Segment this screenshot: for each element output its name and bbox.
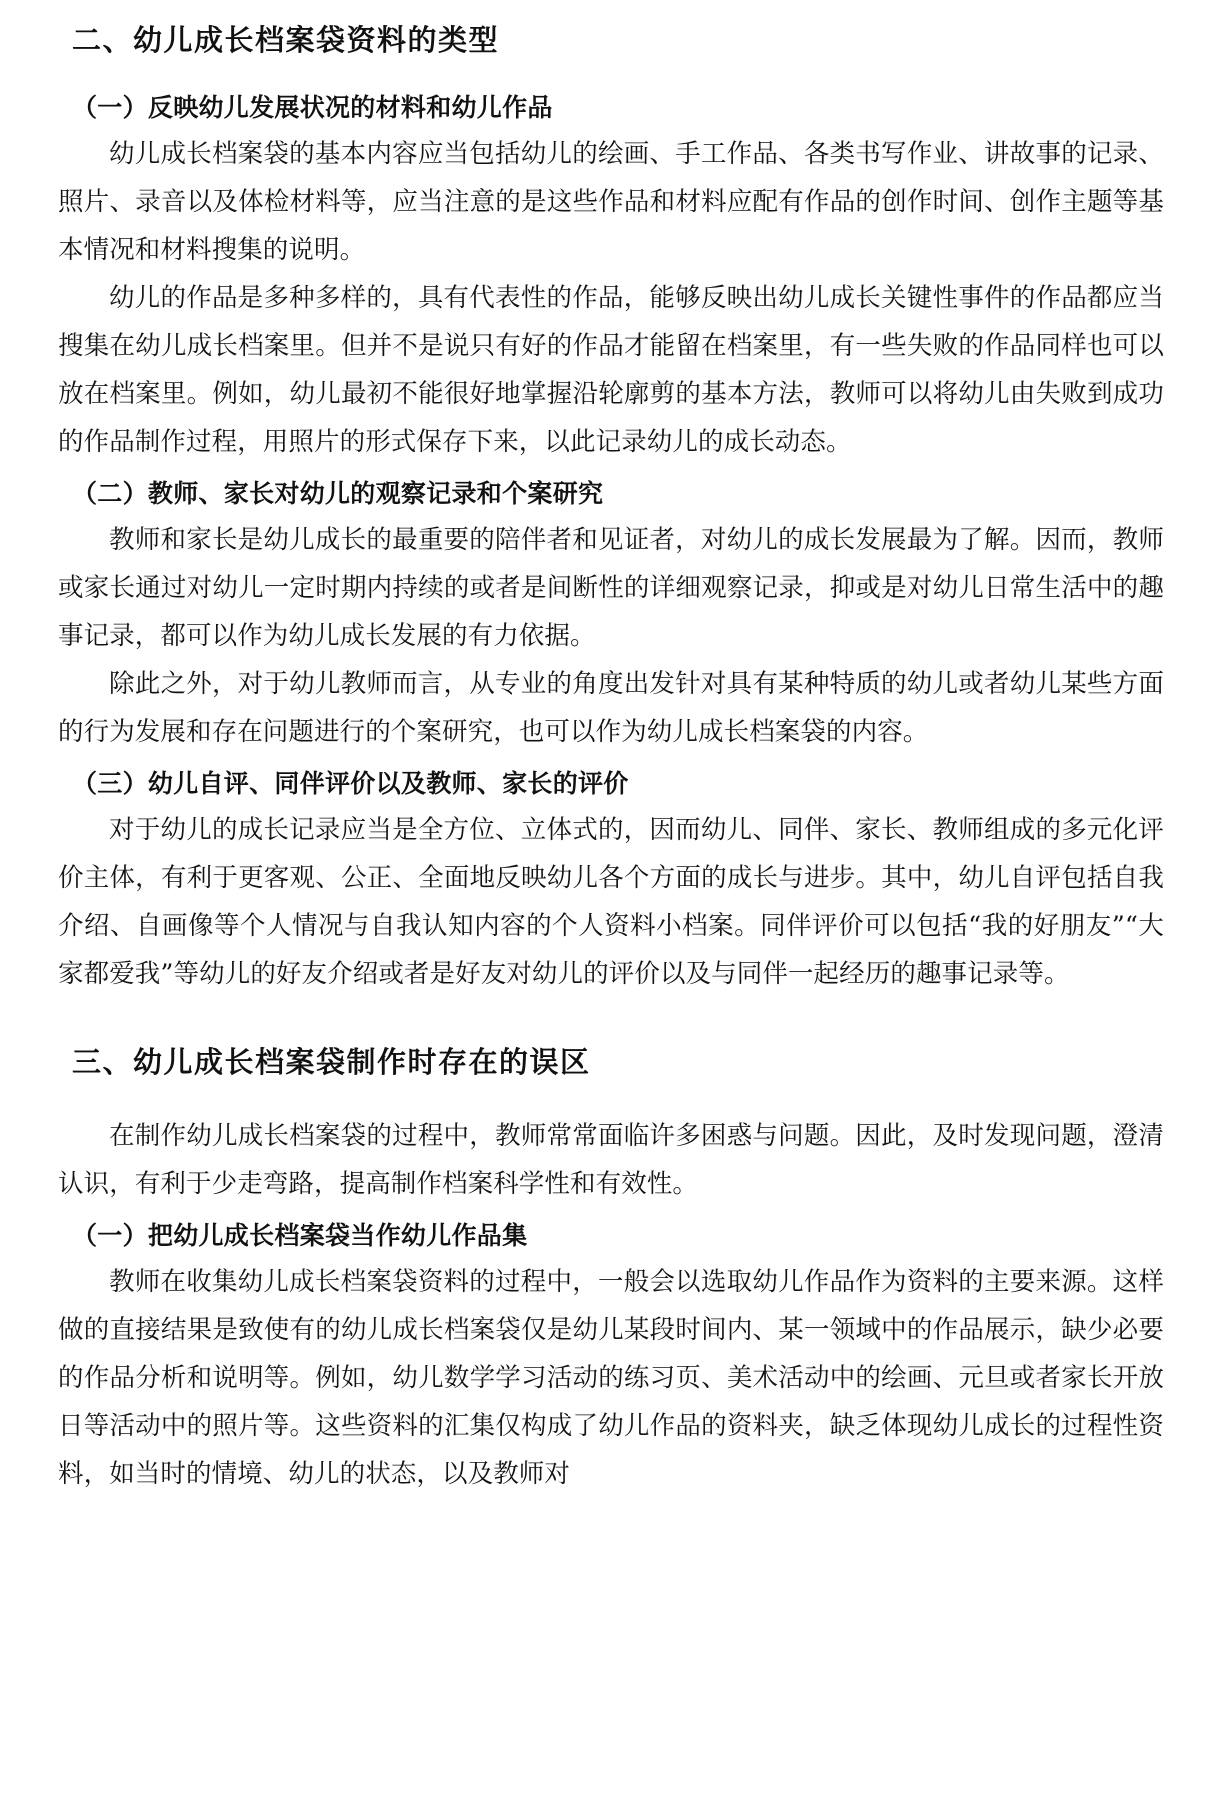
paragraph-materials-overview: 幼儿成长档案袋的基本内容应当包括幼儿的绘画、手工作品、各类书写作业、讲故事的记录、照片、录音以及体检材料等，应当注意的是这些作品和材料应配有作品的创作时间、创作主题等基本情况和材料搜集的说明。: [58, 139, 1164, 265]
paragraph-misconceptions-intro: 在制作幼儿成长档案袋的过程中，教师常常面临许多困惑与问题。因此，及时发现问题，澄清认识，有利于少走弯路，提高制作档案科学性和有效性。: [58, 1121, 1164, 1199]
paragraph-portfolio-as-workbook: 教师在收集幼儿成长档案袋资料的过程中，一般会以选取幼儿作品作为资料的主要来源。这样做的直接结果是致使有的幼儿成长档案袋仅是幼儿某段时间内、某一领域中的作品展示，缺少必要的作品分析和说明等。例如，幼儿数学学习活动的练习页、美术活动中的绘画、元旦或者家长开放日等活动中的照片等。这些资料的汇集仅构成了幼儿作品的资料夹，缺乏体现幼儿成长的过程性资料，如当时的情境、幼儿的状态，以及教师对: [58, 1267, 1164, 1489]
paragraph-case-study: 除此之外，对于幼儿教师而言，从专业的角度出发针对具有某种特质的幼儿或者幼儿某些方面的行为发展和存在问题进行的个案研究，也可以作为幼儿成长档案袋的内容。: [58, 669, 1164, 747]
paragraph-children-works: 幼儿的作品是多种多样的，具有代表性的作品，能够反映出幼儿成长关键性事件的作品都应当搜集在幼儿成长档案里。但并不是说只有好的作品才能留在档案里，有一些失败的作品同样也可以放在档案里。例如，幼儿最初不能很好地掌握沿轮廓剪的基本方法，教师可以将幼儿由失败到成功的作品制作过程，用照片的形式保存下来，以此记录幼儿的成长动态。: [58, 283, 1164, 457]
paragraph-evaluation-subjects: 对于幼儿的成长记录应当是全方位、立体式的，因而幼儿、同伴、家长、教师组成的多元化评价主体，有利于更客观、公正、全面地反映幼儿各个方面的成长与进步。其中，幼儿自评包括自我介绍、自画像等个人情况与自我认知内容的个人资料小档案。同伴评价可以包括“我的好朋友”“大家都爱我”等幼儿的好友介绍或者是好友对幼儿的评价以及与同伴一起经历的趣事记录等。: [58, 815, 1164, 989]
section-heading-three: 三、幼儿成长档案袋制作时存在的误区: [72, 1045, 591, 1079]
subsection-heading-two-one: （一）反映幼儿发展状况的材料和幼儿作品: [72, 93, 553, 122]
subsection-heading-three-one: （一）把幼儿成长档案袋当作幼儿作品集: [72, 1221, 528, 1250]
section-heading-two: 二、幼儿成长档案袋资料的类型: [72, 23, 500, 57]
subsection-heading-two-two: （二）教师、家长对幼儿的观察记录和个案研究: [72, 479, 604, 508]
subsection-heading-two-three: （三）幼儿自评、同伴评价以及教师、家长的评价: [72, 769, 629, 798]
paragraph-observation-records: 教师和家长是幼儿成长的最重要的陪伴者和见证者，对幼儿的成长发展最为了解。因而，教师或家长通过对幼儿一定时期内持续的或者是间断性的详细观察记录，抑或是对幼儿日常生活中的趣事记录，都可以作为幼儿成长发展的有力依据。: [58, 525, 1164, 651]
document-body: [58, 20, 1164, 1498]
